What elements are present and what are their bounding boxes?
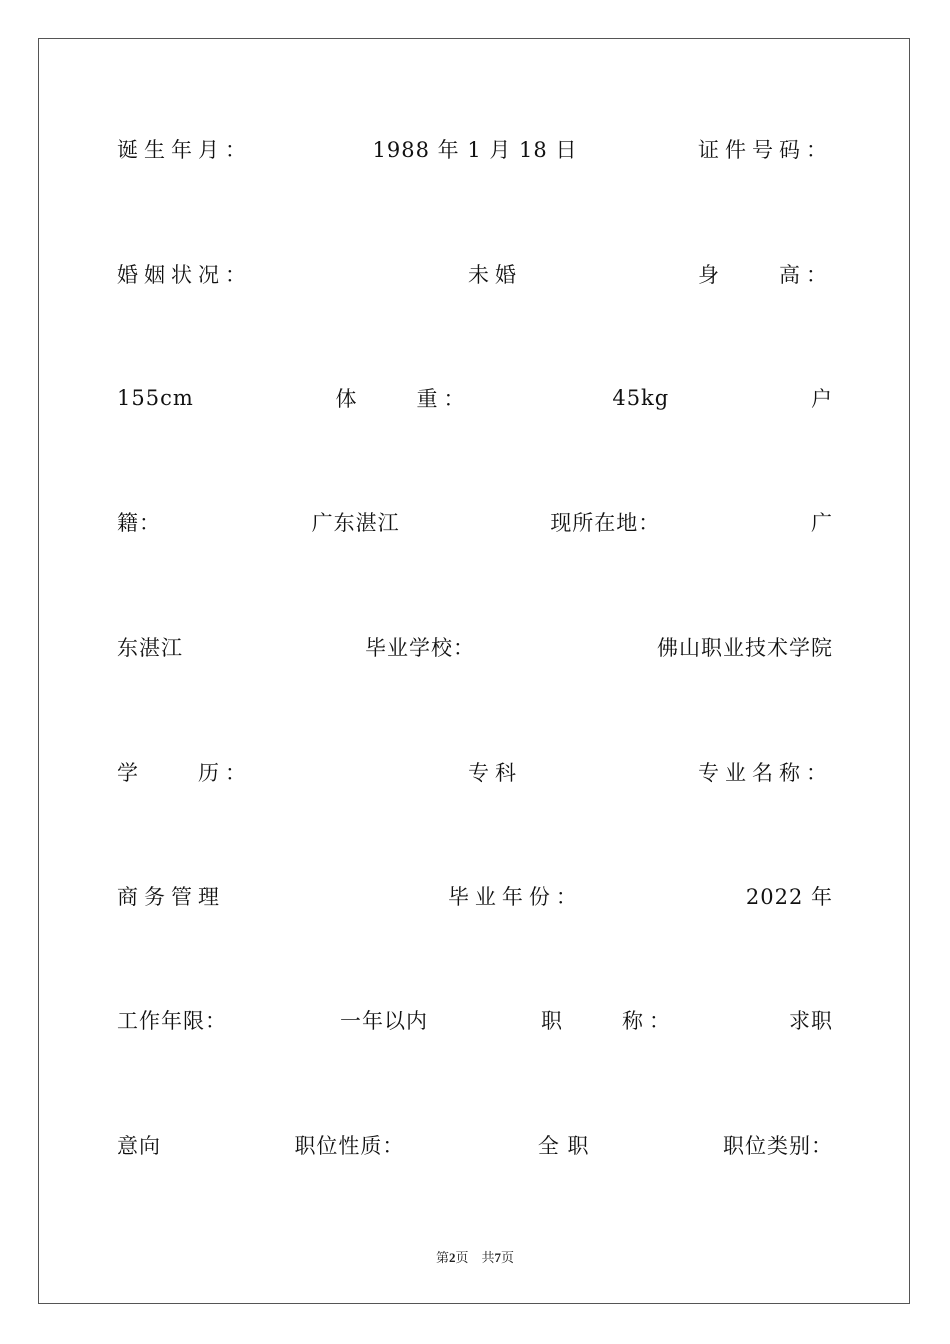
footer-prefix: 第 — [435, 1251, 449, 1266]
resume-line-experience — [117, 1005, 833, 1035]
resume-line-hukou — [117, 507, 833, 537]
major-label: 专业名称： — [698, 761, 833, 785]
marital-status-label: 婚姻状况： — [117, 263, 252, 287]
current-location-value-start: 广 — [810, 511, 833, 535]
education-label: 学 历： — [117, 761, 252, 785]
resume-line-height-weight — [117, 383, 833, 413]
id-number-label: 证件号码： — [698, 138, 833, 162]
resume-line-major — [117, 881, 833, 911]
job-intention-label-end: 意向 — [117, 1134, 161, 1158]
school-label: 毕业学校： — [365, 636, 475, 660]
job-category-label: 职位类别： — [723, 1134, 833, 1158]
resume-line-birth — [117, 134, 833, 164]
footer-mid: 页 共 — [455, 1251, 495, 1266]
page-number-footer — [0, 1247, 950, 1266]
footer-suffix: 页 — [501, 1251, 515, 1266]
birth-date-label: 诞生年月： — [117, 138, 252, 162]
hukou-label-start: 户 — [811, 387, 833, 411]
hukou-value: 广东湛江 — [311, 511, 400, 535]
major-value: 商务管理 — [117, 885, 225, 909]
weight-label: 体 重： — [335, 387, 471, 411]
height-value: 155cm — [117, 386, 194, 410]
graduation-year-label: 毕业年份： — [447, 885, 583, 909]
current-location-value-end: 东湛江 — [117, 636, 183, 660]
resume-line-job-type — [117, 1130, 833, 1160]
job-nature-label: 职位性质： — [294, 1134, 405, 1158]
current-page-number: 2 — [448, 1250, 456, 1265]
birth-date-value: 1988 年 1 月 18 日 — [372, 138, 578, 162]
job-nature-value: 全 职 — [537, 1134, 590, 1158]
page-border — [38, 38, 910, 1304]
weight-value: 45kg — [612, 386, 670, 410]
education-value: 专科 — [468, 761, 522, 785]
height-label: 身 高： — [698, 263, 833, 287]
job-title-label: 职 称： — [541, 1009, 676, 1033]
work-years-value: 一年以内 — [340, 1009, 428, 1033]
resume-line-school — [117, 632, 833, 662]
current-location-label: 现所在地： — [550, 511, 661, 535]
work-years-label: 工作年限： — [117, 1009, 227, 1033]
total-page-number: 7 — [494, 1250, 501, 1265]
school-value: 佛山职业技术学院 — [657, 636, 833, 660]
resume-line-marital — [117, 259, 833, 289]
hukou-label-end: 籍： — [117, 511, 161, 535]
graduation-year-value: 2022 年 — [745, 885, 833, 909]
marital-status-value: 未婚 — [468, 263, 522, 287]
resume-line-education — [117, 757, 833, 787]
job-intention-label-start: 求职 — [789, 1009, 833, 1033]
